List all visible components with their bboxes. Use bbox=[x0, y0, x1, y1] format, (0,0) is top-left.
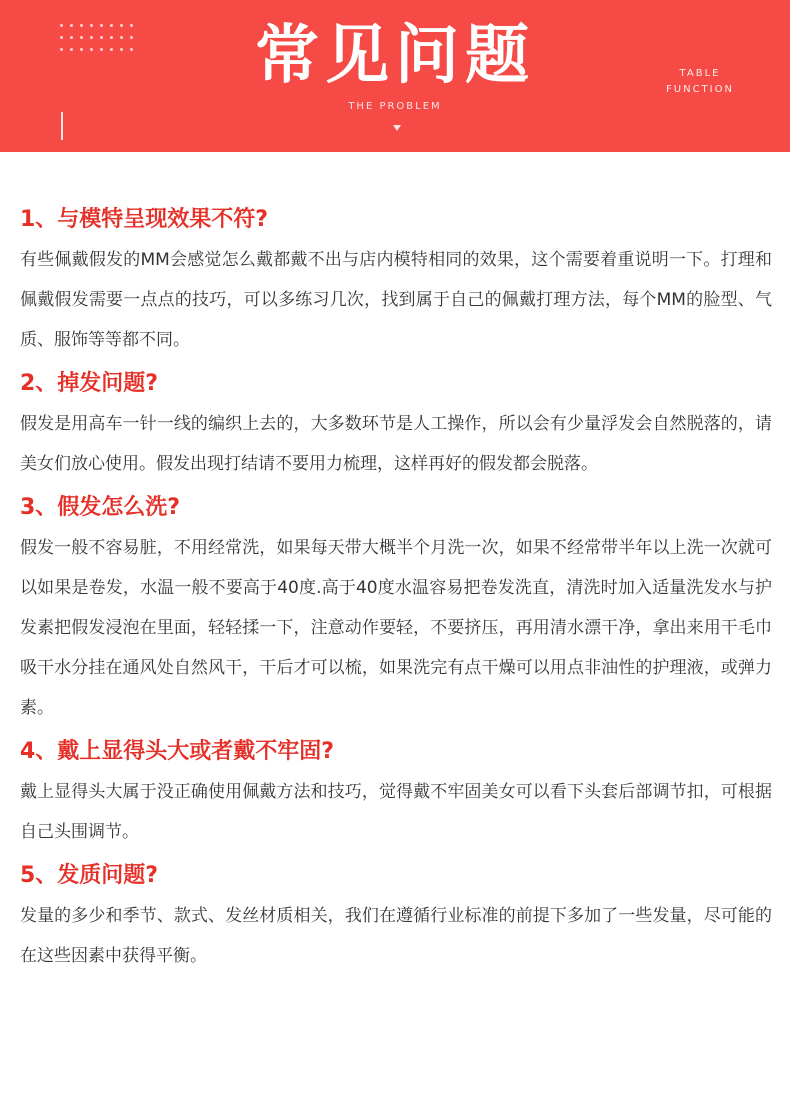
faq-item-4 bbox=[20, 732, 772, 852]
decorative-vertical-line bbox=[61, 112, 63, 140]
page-title: 常见问题 bbox=[255, 19, 535, 93]
faq-answer: 戴上显得头大属于没正确使用佩戴方法和技巧，觉得戴不牢固美女可以看下头套后部调节扣，可根据自己头围调节。 bbox=[20, 782, 772, 842]
faq-item-5 bbox=[20, 856, 772, 976]
page-subtitle: THE PROBLEM bbox=[348, 101, 442, 112]
faq-item-3 bbox=[20, 488, 772, 728]
triangle-down-icon bbox=[393, 125, 401, 131]
faq-question: 1、与模特呈现效果不符? bbox=[20, 207, 269, 232]
header-banner bbox=[0, 0, 790, 152]
faq-item-2 bbox=[20, 364, 772, 484]
faq-item-1 bbox=[20, 200, 772, 360]
faq-question: 4、戴上显得头大或者戴不牢固? bbox=[20, 739, 335, 764]
side-label bbox=[660, 66, 740, 98]
faq-answer: 假发一般不容易脏，不用经常洗，如果每天带大概半个月洗一次，如果不经常带半年以上洗一次就可以如果是卷发，水温一般不要高于40度.高于40度水温容易把卷发洗直，清洗时加入适量洗发水与护发素把假发浸泡在里面，轻轻揉一下，注意动作要轻，不要挤压，再用清水漂干净，拿出来用干毛巾吸干水分挂在通风处自然风干，干后才可以梳，如果洗完有点干燥可以用点非油性的护理液，或弹力素。 bbox=[20, 538, 772, 718]
faq-question: 2、掉发问题? bbox=[20, 371, 159, 396]
faq-answer: 假发是用高车一针一线的编织上去的，大多数环节是人工操作，所以会有少量浮发会自然脱落的，请美女们放心使用。假发出现打结请不要用力梳理，这样再好的假发都会脱落。 bbox=[20, 414, 772, 474]
faq-list bbox=[20, 200, 772, 980]
faq-question: 3、假发怎么洗? bbox=[20, 495, 181, 520]
faq-question: 5、发质问题? bbox=[20, 863, 159, 888]
faq-answer: 有些佩戴假发的MM会感觉怎么戴都戴不出与店内模特相同的效果，这个需要着重说明一下。打理和佩戴假发需要一点点的技巧，可以多练习几次，找到属于自己的佩戴打理方法，每个MM的脸型、气质、服饰等等都不同。 bbox=[20, 250, 772, 350]
faq-answer: 发量的多少和季节、款式、发丝材质相关，我们在遵循行业标准的前提下多加了一些发量，尽可能的在这些因素中获得平衡。 bbox=[20, 906, 772, 966]
side-label-line1: TABLE bbox=[679, 68, 721, 79]
side-label-line2: FUNCTION bbox=[666, 84, 734, 95]
